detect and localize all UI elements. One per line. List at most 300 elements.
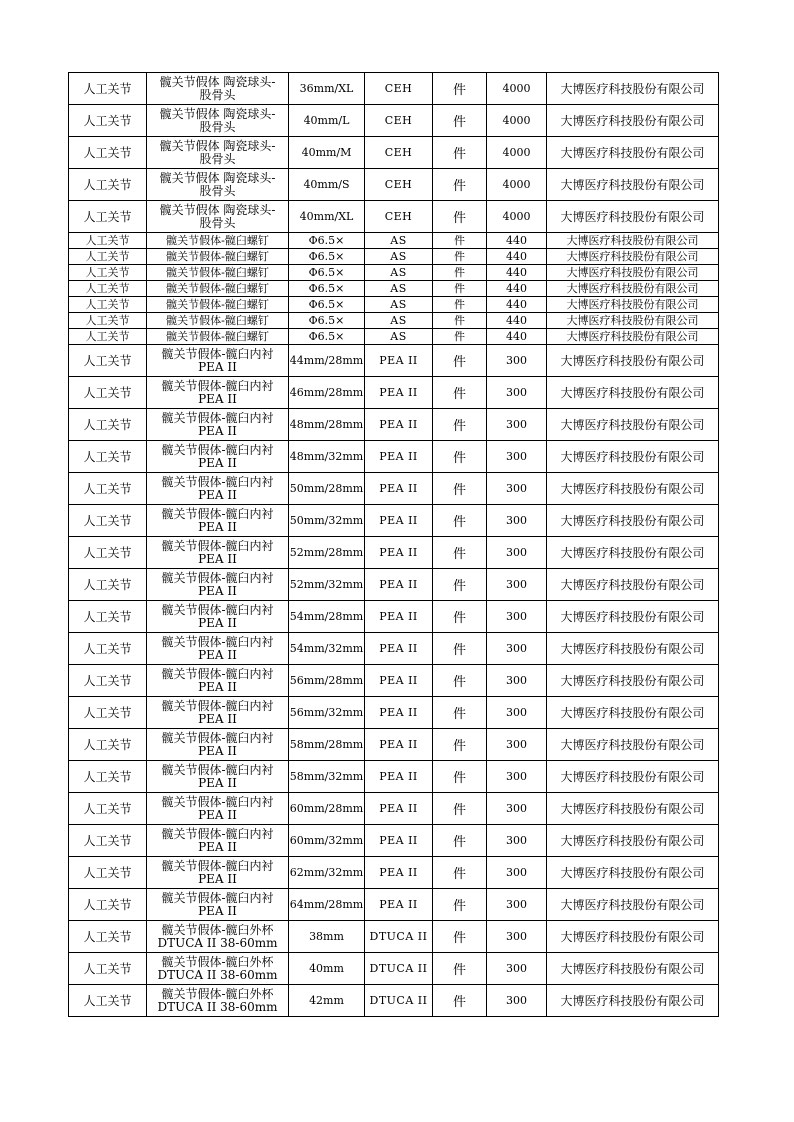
category-cell: 人工关节 <box>69 201 147 233</box>
unit-cell: 件 <box>433 169 487 201</box>
product-name-line1: 髋关节假体-髋臼螺钉 <box>166 282 269 295</box>
product-name-cell <box>147 201 289 233</box>
spec-cell: 62mm/32mm <box>289 857 365 889</box>
product-name-cell <box>147 313 289 329</box>
spec-cell: 46mm/28mm <box>289 377 365 409</box>
unit-cell: 件 <box>433 441 487 473</box>
table-row <box>69 665 719 697</box>
company-cell: 大博医疗科技股份有限公司 <box>547 265 719 281</box>
model-cell: PEA II <box>365 761 433 793</box>
price-cell: 300 <box>487 377 547 409</box>
price-cell: 300 <box>487 953 547 985</box>
model-cell: CEH <box>365 201 433 233</box>
model-cell: PEA II <box>365 505 433 537</box>
company-cell: 大博医疗科技股份有限公司 <box>547 505 719 537</box>
product-name-line1: 髋关节假体-髋臼内衬 <box>161 858 274 873</box>
product-name-line1: 髋关节假体-髋臼螺钉 <box>166 330 269 343</box>
company-cell: 大博医疗科技股份有限公司 <box>547 313 719 329</box>
model-cell: PEA II <box>365 857 433 889</box>
spec-cell: 40mm/L <box>289 105 365 137</box>
company-cell: 大博医疗科技股份有限公司 <box>547 281 719 297</box>
product-name-line1: 髋关节假体-髋臼外杯 <box>161 986 274 1001</box>
unit-cell: 件 <box>433 345 487 377</box>
product-name-line1: 髋关节假体-髋臼螺钉 <box>166 298 269 311</box>
product-name-line2: PEA II <box>198 359 237 374</box>
category-cell: 人工关节 <box>69 281 147 297</box>
product-name-cell <box>147 297 289 313</box>
model-cell: PEA II <box>365 537 433 569</box>
product-name-line2: PEA II <box>198 775 237 790</box>
company-cell: 大博医疗科技股份有限公司 <box>547 569 719 601</box>
unit-cell: 件 <box>433 73 487 105</box>
product-name-cell <box>147 329 289 345</box>
product-name-line2: PEA II <box>198 839 237 854</box>
product-name-line1: 髋关节假体-髋臼内衬 <box>161 794 274 809</box>
company-cell: 大博医疗科技股份有限公司 <box>547 537 719 569</box>
price-cell: 300 <box>487 761 547 793</box>
spec-cell: Φ6.5× <box>289 297 365 313</box>
table-row <box>69 137 719 169</box>
unit-cell: 件 <box>433 889 487 921</box>
price-cell: 300 <box>487 569 547 601</box>
unit-cell: 件 <box>433 569 487 601</box>
price-cell: 300 <box>487 601 547 633</box>
company-cell: 大博医疗科技股份有限公司 <box>547 665 719 697</box>
price-cell: 300 <box>487 889 547 921</box>
product-name-line1: 髋关节假体-髋臼内衬 <box>161 378 274 393</box>
product-name-line2: PEA II <box>198 423 237 438</box>
category-cell: 人工关节 <box>69 73 147 105</box>
unit-cell: 件 <box>433 377 487 409</box>
table-row <box>69 601 719 633</box>
product-name-line2: 股骨头 <box>199 119 236 134</box>
product-name-line2: PEA II <box>198 615 237 630</box>
unit-cell: 件 <box>433 825 487 857</box>
company-cell: 大博医疗科技股份有限公司 <box>547 105 719 137</box>
price-cell: 300 <box>487 793 547 825</box>
product-name-cell <box>147 169 289 201</box>
product-name-line1: 髋关节假体 陶瓷球头- <box>159 202 276 217</box>
product-name-line2: PEA II <box>198 807 237 822</box>
table-row <box>69 761 719 793</box>
table-row <box>69 633 719 665</box>
spec-cell: 36mm/XL <box>289 73 365 105</box>
product-name-cell <box>147 825 289 857</box>
category-cell: 人工关节 <box>69 329 147 345</box>
model-cell: PEA II <box>365 825 433 857</box>
category-cell: 人工关节 <box>69 265 147 281</box>
company-cell: 大博医疗科技股份有限公司 <box>547 921 719 953</box>
price-cell: 300 <box>487 345 547 377</box>
spec-cell: 50mm/28mm <box>289 473 365 505</box>
spec-cell: 52mm/28mm <box>289 537 365 569</box>
price-cell: 4000 <box>487 137 547 169</box>
table-row <box>69 697 719 729</box>
product-name-line1: 髋关节假体-髋臼内衬 <box>161 890 274 905</box>
company-cell: 大博医疗科技股份有限公司 <box>547 697 719 729</box>
unit-cell: 件 <box>433 953 487 985</box>
product-name-cell <box>147 73 289 105</box>
price-cell: 300 <box>487 857 547 889</box>
product-name-line1: 髋关节假体-髋臼内衬 <box>161 634 274 649</box>
unit-cell: 件 <box>433 105 487 137</box>
model-cell: PEA II <box>365 665 433 697</box>
model-cell: CEH <box>365 169 433 201</box>
price-cell: 300 <box>487 665 547 697</box>
model-cell: AS <box>365 313 433 329</box>
table-row <box>69 169 719 201</box>
product-name-line2: PEA II <box>198 711 237 726</box>
spec-cell: 54mm/28mm <box>289 601 365 633</box>
spec-cell: 56mm/32mm <box>289 697 365 729</box>
product-name-line1: 髋关节假体-髋臼螺钉 <box>166 314 269 327</box>
price-table-body <box>69 73 719 1017</box>
product-name-line1: 髋关节假体-髋臼内衬 <box>161 730 274 745</box>
spec-cell: 44mm/28mm <box>289 345 365 377</box>
product-name-cell <box>147 793 289 825</box>
company-cell: 大博医疗科技股份有限公司 <box>547 345 719 377</box>
category-cell: 人工关节 <box>69 985 147 1017</box>
category-cell: 人工关节 <box>69 793 147 825</box>
company-cell: 大博医疗科技股份有限公司 <box>547 249 719 265</box>
spec-cell: 40mm <box>289 953 365 985</box>
table-row <box>69 233 719 249</box>
company-cell: 大博医疗科技股份有限公司 <box>547 473 719 505</box>
category-cell: 人工关节 <box>69 665 147 697</box>
product-name-cell <box>147 601 289 633</box>
category-cell: 人工关节 <box>69 601 147 633</box>
spec-cell: 40mm/S <box>289 169 365 201</box>
product-name-line1: 髋关节假体 陶瓷球头- <box>159 138 276 153</box>
table-row <box>69 105 719 137</box>
company-cell: 大博医疗科技股份有限公司 <box>547 729 719 761</box>
unit-cell: 件 <box>433 857 487 889</box>
unit-cell: 件 <box>433 505 487 537</box>
spec-cell: 64mm/28mm <box>289 889 365 921</box>
model-cell: AS <box>365 265 433 281</box>
category-cell: 人工关节 <box>69 921 147 953</box>
company-cell: 大博医疗科技股份有限公司 <box>547 953 719 985</box>
product-name-cell <box>147 473 289 505</box>
product-name-line2: PEA II <box>198 551 237 566</box>
table-row <box>69 201 719 233</box>
price-cell: 300 <box>487 985 547 1017</box>
product-name-line2: 股骨头 <box>199 87 236 102</box>
table-row <box>69 441 719 473</box>
product-name-cell <box>147 377 289 409</box>
product-name-cell <box>147 265 289 281</box>
spec-cell: 38mm <box>289 921 365 953</box>
price-table <box>68 72 719 1017</box>
product-name-line2: PEA II <box>198 743 237 758</box>
product-name-cell <box>147 281 289 297</box>
model-cell: PEA II <box>365 473 433 505</box>
company-cell: 大博医疗科技股份有限公司 <box>547 985 719 1017</box>
unit-cell: 件 <box>433 729 487 761</box>
product-name-line1: 髋关节假体-髋臼内衬 <box>161 346 274 361</box>
product-name-cell <box>147 249 289 265</box>
price-cell: 440 <box>487 313 547 329</box>
category-cell: 人工关节 <box>69 169 147 201</box>
table-row <box>69 281 719 297</box>
product-name-line1: 髋关节假体-髋臼螺钉 <box>166 250 269 263</box>
model-cell: PEA II <box>365 697 433 729</box>
price-cell: 300 <box>487 697 547 729</box>
product-name-cell <box>147 537 289 569</box>
company-cell: 大博医疗科技股份有限公司 <box>547 409 719 441</box>
product-name-line2: PEA II <box>198 871 237 886</box>
product-name-cell <box>147 665 289 697</box>
price-cell: 300 <box>487 825 547 857</box>
table-row <box>69 537 719 569</box>
model-cell: AS <box>365 233 433 249</box>
model-cell: PEA II <box>365 441 433 473</box>
company-cell: 大博医疗科技股份有限公司 <box>547 233 719 249</box>
category-cell: 人工关节 <box>69 761 147 793</box>
spec-cell: Φ6.5× <box>289 233 365 249</box>
product-name-line2: PEA II <box>198 455 237 470</box>
category-cell: 人工关节 <box>69 137 147 169</box>
product-name-line1: 髋关节假体-髋臼内衬 <box>161 666 274 681</box>
product-name-line1: 髋关节假体-髋臼内衬 <box>161 538 274 553</box>
product-name-line2: DTUCA II 38-60mm <box>157 999 278 1014</box>
model-cell: PEA II <box>365 633 433 665</box>
product-name-cell <box>147 233 289 249</box>
company-cell: 大博医疗科技股份有限公司 <box>547 889 719 921</box>
price-cell: 300 <box>487 729 547 761</box>
spec-cell: 48mm/32mm <box>289 441 365 473</box>
company-cell: 大博医疗科技股份有限公司 <box>547 137 719 169</box>
company-cell: 大博医疗科技股份有限公司 <box>547 825 719 857</box>
table-row <box>69 825 719 857</box>
product-name-line2: 股骨头 <box>199 215 236 230</box>
table-row <box>69 409 719 441</box>
price-cell: 4000 <box>487 73 547 105</box>
spec-cell: Φ6.5× <box>289 329 365 345</box>
table-row <box>69 921 719 953</box>
model-cell: PEA II <box>365 793 433 825</box>
model-cell: CEH <box>365 73 433 105</box>
product-name-cell <box>147 633 289 665</box>
category-cell: 人工关节 <box>69 345 147 377</box>
product-name-cell <box>147 729 289 761</box>
product-name-line2: PEA II <box>198 583 237 598</box>
product-name-line1: 髋关节假体 陶瓷球头- <box>159 170 276 185</box>
product-name-cell <box>147 569 289 601</box>
unit-cell: 件 <box>433 537 487 569</box>
category-cell: 人工关节 <box>69 697 147 729</box>
product-name-line2: PEA II <box>198 679 237 694</box>
product-name-cell <box>147 441 289 473</box>
price-cell: 300 <box>487 505 547 537</box>
unit-cell: 件 <box>433 313 487 329</box>
product-name-line1: 髋关节假体-髋臼螺钉 <box>166 234 269 247</box>
price-cell: 4000 <box>487 169 547 201</box>
model-cell: PEA II <box>365 345 433 377</box>
product-name-cell <box>147 409 289 441</box>
category-cell: 人工关节 <box>69 233 147 249</box>
product-name-line1: 髋关节假体-髋臼内衬 <box>161 698 274 713</box>
category-cell: 人工关节 <box>69 537 147 569</box>
price-cell: 440 <box>487 249 547 265</box>
table-row <box>69 793 719 825</box>
company-cell: 大博医疗科技股份有限公司 <box>547 793 719 825</box>
unit-cell: 件 <box>433 601 487 633</box>
price-cell: 440 <box>487 329 547 345</box>
spec-cell: Φ6.5× <box>289 265 365 281</box>
category-cell: 人工关节 <box>69 857 147 889</box>
product-name-cell <box>147 697 289 729</box>
company-cell: 大博医疗科技股份有限公司 <box>547 73 719 105</box>
model-cell: AS <box>365 281 433 297</box>
table-row <box>69 265 719 281</box>
model-cell: PEA II <box>365 889 433 921</box>
category-cell: 人工关节 <box>69 441 147 473</box>
unit-cell: 件 <box>433 137 487 169</box>
price-cell: 440 <box>487 233 547 249</box>
category-cell: 人工关节 <box>69 505 147 537</box>
price-cell: 440 <box>487 297 547 313</box>
company-cell: 大博医疗科技股份有限公司 <box>547 633 719 665</box>
model-cell: PEA II <box>365 729 433 761</box>
product-name-cell <box>147 505 289 537</box>
spec-cell: 40mm/XL <box>289 201 365 233</box>
spec-cell: Φ6.5× <box>289 249 365 265</box>
product-name-line2: PEA II <box>198 519 237 534</box>
spec-cell: 60mm/28mm <box>289 793 365 825</box>
table-row <box>69 297 719 313</box>
table-row <box>69 505 719 537</box>
unit-cell: 件 <box>433 697 487 729</box>
price-cell: 300 <box>487 633 547 665</box>
company-cell: 大博医疗科技股份有限公司 <box>547 377 719 409</box>
spec-cell: 42mm <box>289 985 365 1017</box>
unit-cell: 件 <box>433 761 487 793</box>
product-name-line1: 髋关节假体-髋臼内衬 <box>161 410 274 425</box>
price-cell: 440 <box>487 281 547 297</box>
table-row <box>69 569 719 601</box>
category-cell: 人工关节 <box>69 889 147 921</box>
table-row <box>69 73 719 105</box>
spec-cell: Φ6.5× <box>289 281 365 297</box>
product-name-cell <box>147 137 289 169</box>
product-name-line1: 髋关节假体-髋臼内衬 <box>161 826 274 841</box>
spec-cell: 40mm/M <box>289 137 365 169</box>
spec-cell: Φ6.5× <box>289 313 365 329</box>
company-cell: 大博医疗科技股份有限公司 <box>547 201 719 233</box>
unit-cell: 件 <box>433 633 487 665</box>
unit-cell: 件 <box>433 265 487 281</box>
product-name-line2: PEA II <box>198 487 237 502</box>
price-cell: 300 <box>487 921 547 953</box>
company-cell: 大博医疗科技股份有限公司 <box>547 169 719 201</box>
price-cell: 300 <box>487 441 547 473</box>
unit-cell: 件 <box>433 281 487 297</box>
table-row <box>69 313 719 329</box>
product-name-cell <box>147 921 289 953</box>
spec-cell: 56mm/28mm <box>289 665 365 697</box>
table-row <box>69 249 719 265</box>
product-name-line2: PEA II <box>198 903 237 918</box>
price-cell: 4000 <box>487 201 547 233</box>
product-name-line2: 股骨头 <box>199 151 236 166</box>
category-cell: 人工关节 <box>69 297 147 313</box>
product-name-line1: 髋关节假体 陶瓷球头- <box>159 106 276 121</box>
spec-cell: 54mm/32mm <box>289 633 365 665</box>
category-cell: 人工关节 <box>69 569 147 601</box>
category-cell: 人工关节 <box>69 953 147 985</box>
unit-cell: 件 <box>433 409 487 441</box>
unit-cell: 件 <box>433 473 487 505</box>
product-name-line2: 股骨头 <box>199 183 236 198</box>
model-cell: AS <box>365 329 433 345</box>
price-cell: 300 <box>487 473 547 505</box>
unit-cell: 件 <box>433 793 487 825</box>
company-cell: 大博医疗科技股份有限公司 <box>547 329 719 345</box>
product-name-line1: 髋关节假体-髋臼内衬 <box>161 442 274 457</box>
product-name-line1: 髋关节假体 陶瓷球头- <box>159 74 276 89</box>
table-row <box>69 377 719 409</box>
product-name-cell <box>147 857 289 889</box>
product-name-cell <box>147 889 289 921</box>
category-cell: 人工关节 <box>69 633 147 665</box>
product-name-line2: DTUCA II 38-60mm <box>157 967 278 982</box>
product-name-line2: PEA II <box>198 647 237 662</box>
unit-cell: 件 <box>433 329 487 345</box>
model-cell: DTUCA II <box>365 985 433 1017</box>
unit-cell: 件 <box>433 233 487 249</box>
product-name-cell <box>147 953 289 985</box>
price-cell: 300 <box>487 409 547 441</box>
product-name-line1: 髋关节假体-髋臼内衬 <box>161 474 274 489</box>
product-name-line1: 髋关节假体-髋臼内衬 <box>161 570 274 585</box>
model-cell: AS <box>365 297 433 313</box>
product-name-line1: 髋关节假体-髋臼内衬 <box>161 602 274 617</box>
spec-cell: 48mm/28mm <box>289 409 365 441</box>
model-cell: PEA II <box>365 601 433 633</box>
price-cell: 440 <box>487 265 547 281</box>
model-cell: DTUCA II <box>365 953 433 985</box>
company-cell: 大博医疗科技股份有限公司 <box>547 761 719 793</box>
unit-cell: 件 <box>433 665 487 697</box>
model-cell: AS <box>365 249 433 265</box>
category-cell: 人工关节 <box>69 249 147 265</box>
model-cell: PEA II <box>365 409 433 441</box>
table-row <box>69 985 719 1017</box>
unit-cell: 件 <box>433 921 487 953</box>
table-row <box>69 857 719 889</box>
unit-cell: 件 <box>433 297 487 313</box>
product-name-line2: DTUCA II 38-60mm <box>157 935 278 950</box>
unit-cell: 件 <box>433 201 487 233</box>
product-name-cell <box>147 985 289 1017</box>
model-cell: PEA II <box>365 569 433 601</box>
price-cell: 300 <box>487 537 547 569</box>
spec-cell: 50mm/32mm <box>289 505 365 537</box>
table-row <box>69 473 719 505</box>
company-cell: 大博医疗科技股份有限公司 <box>547 601 719 633</box>
product-name-line2: PEA II <box>198 391 237 406</box>
spec-cell: 60mm/32mm <box>289 825 365 857</box>
table-row <box>69 329 719 345</box>
product-name-line1: 髋关节假体-髋臼外杯 <box>161 922 274 937</box>
company-cell: 大博医疗科技股份有限公司 <box>547 441 719 473</box>
product-name-cell <box>147 761 289 793</box>
category-cell: 人工关节 <box>69 313 147 329</box>
model-cell: PEA II <box>365 377 433 409</box>
category-cell: 人工关节 <box>69 729 147 761</box>
spec-cell: 58mm/32mm <box>289 761 365 793</box>
